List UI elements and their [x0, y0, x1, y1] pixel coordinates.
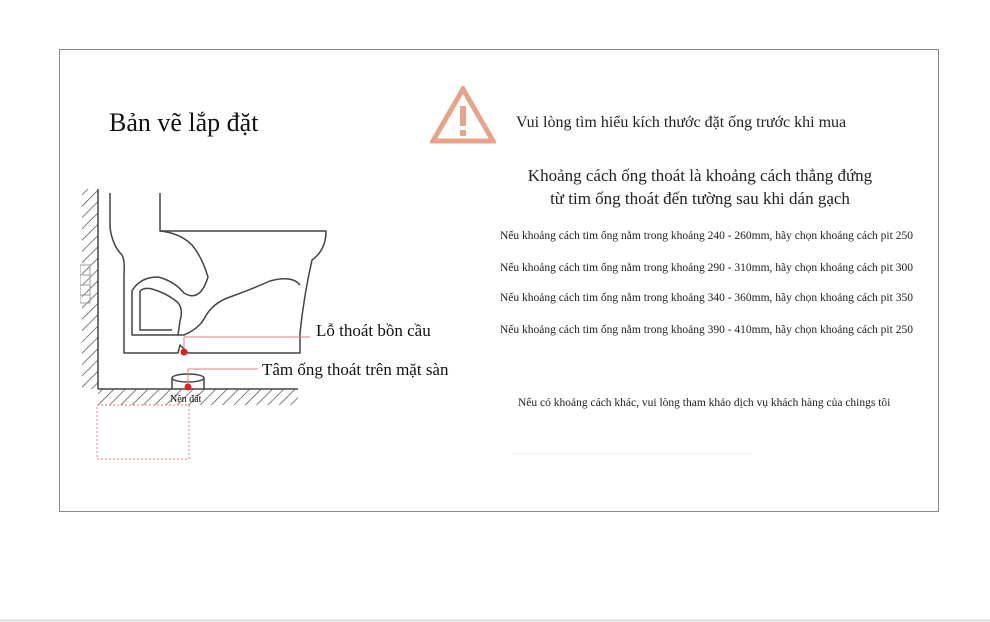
definition-line-2: từ tim ống thoát đến tường sau khi dán gạch [550, 189, 850, 208]
rule-item: Nếu khoảng cách tim ống nằm trong khoảng 240 - 260mm, hãy chọn khoảng cách pit 250 [500, 230, 913, 242]
label-drain-center: Tâm ống thoát trên mặt sàn [262, 360, 449, 379]
rule-item: Nếu khoảng cách tim ống nằm trong khoảng 390 - 410mm, hãy chọn khoảng cách pit 250 [500, 324, 913, 336]
contact-note: Nếu có khoảng cách khác, vui lòng tham khảo dịch vụ khách hàng của chings tôi [518, 397, 891, 409]
divider [511, 453, 751, 454]
definition-line-1: Khoảng cách ống thoát là khoảng cách thẳng đứng [527, 166, 873, 185]
pit-area [97, 405, 189, 459]
toilet-outline [110, 193, 326, 353]
page-title: Bản vẽ lắp đặt [109, 108, 259, 137]
warning-text: Vui lòng tìm hiểu kích thước đặt ống trước khi mua [516, 114, 847, 131]
toilet-outlet-marker [181, 349, 188, 356]
label-floor: Nền đất [170, 394, 202, 405]
warning-triangle-icon [430, 86, 496, 144]
label-toilet-outlet: Lỗ thoát bồn cầu [316, 321, 431, 340]
rule-item: Nếu khoảng cách tim ống nằm trong khoảng 340 - 360mm, hãy chọn khoảng cách pit 350 [500, 292, 913, 304]
drain-center-marker [185, 384, 192, 391]
rule-item: Nếu khoảng cách tim ống nằm trong khoảng 290 - 310mm, hãy chọn khoảng cách pit 300 [500, 262, 913, 274]
